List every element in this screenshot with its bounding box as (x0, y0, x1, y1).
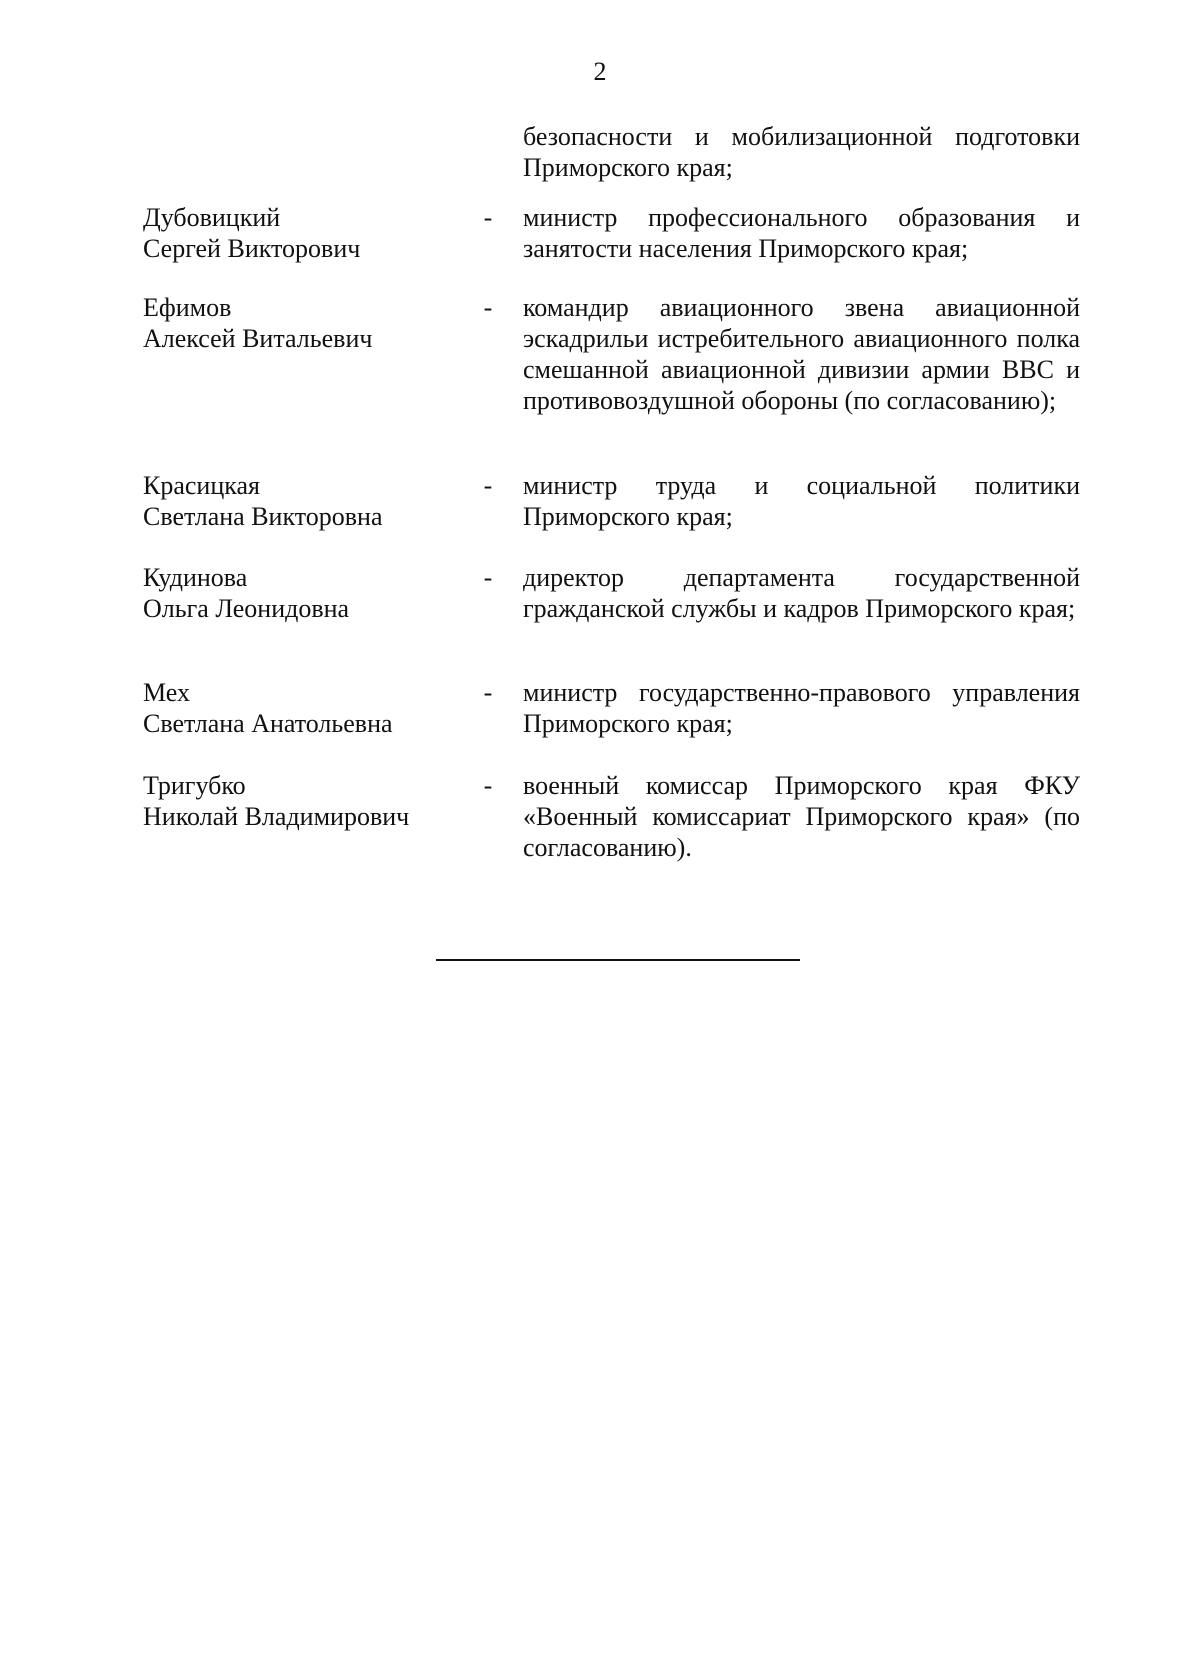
member-given-name: Светлана Викторовна (143, 502, 383, 531)
page-number: 2 (593, 57, 607, 86)
dash-separator: - (483, 771, 493, 800)
continuation-text: безопасности и мобилизационной подготовки Приморского края; (523, 122, 1080, 182)
dash-separator: - (483, 678, 493, 707)
dash-separator: - (483, 203, 493, 232)
member-given-name: Николай Владимирович (143, 802, 410, 831)
member-surname: Тригубко (143, 771, 246, 800)
member-position: министр труда и социальной политики Приморского края; (523, 471, 1080, 531)
member-given-name: Светлана Анатольевна (143, 709, 393, 738)
member-name (143, 677, 453, 739)
member-given-name: Ольга Леонидовна (143, 594, 350, 623)
member-position: министр государственно-правового управления Приморского края; (523, 678, 1080, 738)
member-surname: Красицкая (143, 471, 260, 500)
member-given-name: Алексей Витальевич (143, 324, 373, 353)
member-position: командир авиационного звена авиационной эскадрильи истребительного авиационного полка смешанной авиационной дивизии армии ВВС и противовоздушной обороны (по согласованию); (523, 293, 1080, 415)
member-surname: Мех (143, 678, 190, 707)
dash-separator: - (483, 293, 493, 322)
dash-separator: - (483, 563, 493, 592)
dash-separator: - (483, 471, 493, 500)
member-surname: Кудинова (143, 563, 248, 592)
closing-rule (436, 959, 800, 961)
member-name (143, 292, 453, 354)
member-name (143, 470, 453, 532)
member-surname: Ефимов (143, 293, 232, 322)
member-name (143, 770, 453, 832)
member-surname: Дубовицкий (143, 203, 281, 232)
member-position: военный комиссар Приморского края ФКУ «Военный комиссариат Приморского края» (по согласованию). (523, 771, 1080, 862)
member-given-name: Сергей Викторович (143, 234, 361, 263)
member-position: директор департамента государственной гражданской службы и кадров Приморского края; (523, 563, 1080, 623)
member-position: министр профессионального образования и занятости населения Приморского края; (523, 203, 1080, 263)
member-name (143, 562, 453, 624)
member-name (143, 202, 453, 264)
